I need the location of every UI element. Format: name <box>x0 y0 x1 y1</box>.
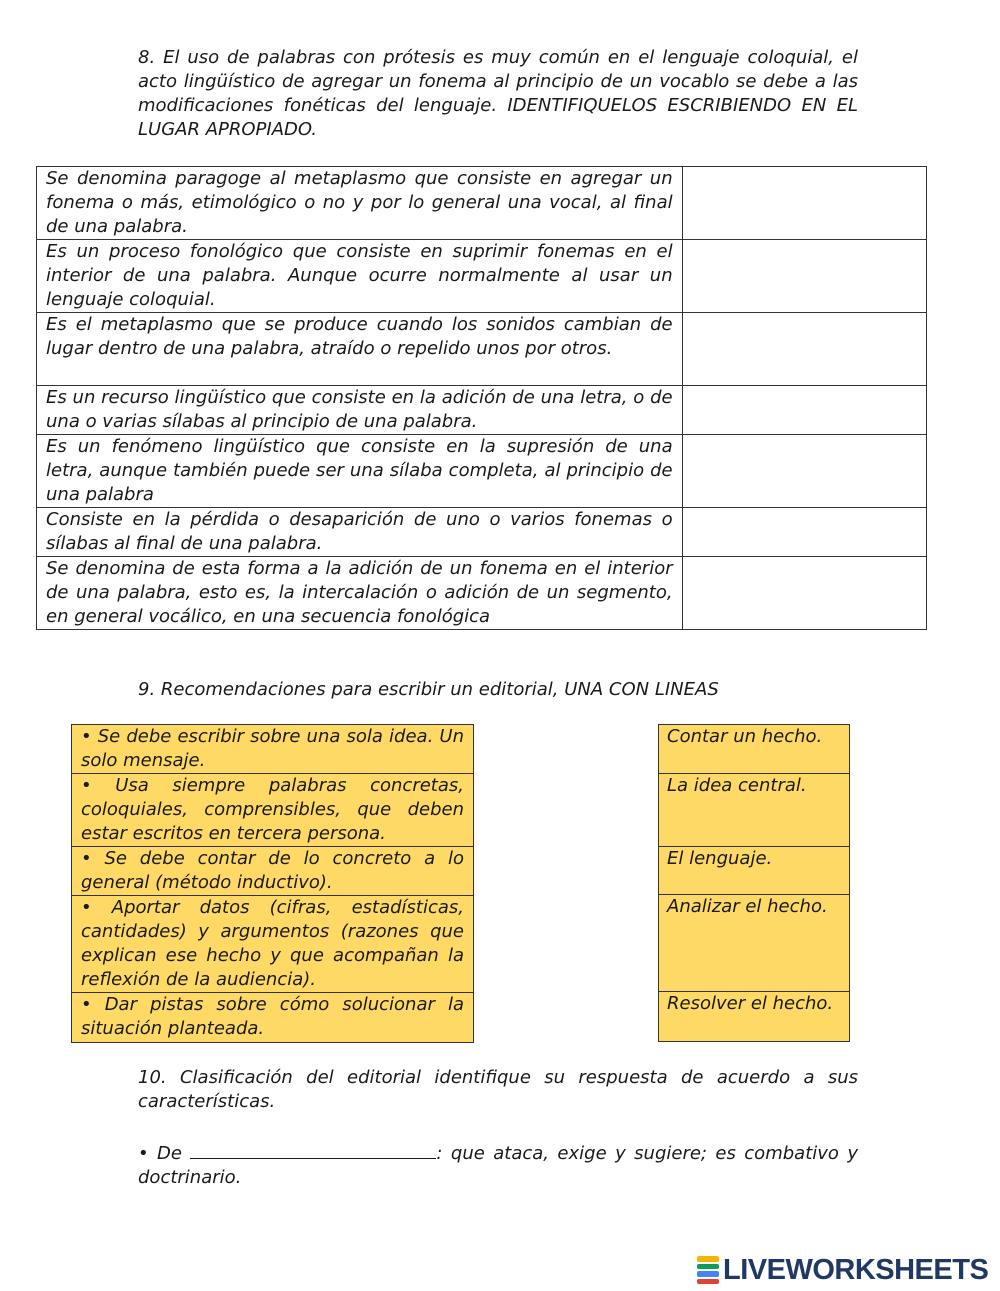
table-row <box>37 557 927 630</box>
answer-field[interactable] <box>682 313 926 386</box>
recommendation-item[interactable]: • Se debe escribir sobre una sola idea. Un solo mensaje. <box>72 725 474 774</box>
answer-field[interactable] <box>682 508 926 557</box>
logo-mark-icon <box>697 1256 719 1284</box>
table-row <box>37 313 927 386</box>
answer-field[interactable] <box>682 167 926 240</box>
question-10-item <box>138 1138 858 1190</box>
table-row <box>37 167 927 240</box>
concept-item[interactable]: Analizar el hecho. <box>659 895 850 992</box>
question-8-table <box>36 166 927 630</box>
recommendation-item[interactable]: • Aportar datos (cifras, estadísticas, cantidades) y argumentos (razones que explican ese hecho y que acompañan la reflexión de la audiencia). <box>72 896 474 993</box>
table-row <box>37 240 927 313</box>
question-9-title: 9. Recomendaciones para escribir un editorial, UNA CON LINEAS <box>138 679 719 700</box>
answer-field[interactable] <box>682 240 926 313</box>
fill-in-blank[interactable] <box>190 1138 436 1159</box>
logo-bar <box>697 1256 719 1262</box>
item-prefix: • De <box>138 1143 191 1164</box>
recommendation-item[interactable]: • Dar pistas sobre cómo solucionar la situación planteada. <box>72 993 474 1043</box>
recommendation-item[interactable]: • Se debe contar de lo concreto a lo general (método inductivo). <box>72 847 474 896</box>
logo-text: LIVEWORKSHEETS <box>723 1254 989 1286</box>
concepts-table <box>658 724 850 1042</box>
concept-item[interactable]: La idea central. <box>659 774 850 847</box>
recommendations-table <box>71 724 474 1043</box>
row-description: Es un proceso fonológico que consiste en suprimir fonemas en el interior de una palabra. Aunque ocurre normalmente al usar un lenguaje coloquial. <box>37 240 683 313</box>
row-description: Es un recurso lingüístico que consiste en la adición de una letra, o de una o varias sílabas al principio de una palabra. <box>37 386 683 435</box>
row-description: Se denomina de esta forma a la adición de un fonema en el interior de una palabra, esto es, la intercalación o adición de un segmento, en general vocálico, en una secuencia fonológica <box>37 557 683 630</box>
concept-item[interactable]: Resolver el hecho. <box>659 992 850 1042</box>
recommendation-item[interactable]: • Usa siempre palabras concretas, coloquiales, comprensibles, que deben estar escritos en tercera persona. <box>72 774 474 847</box>
answer-field[interactable] <box>682 435 926 508</box>
table-row <box>37 386 927 435</box>
row-description: Consiste en la pérdida o desaparición de uno o varios fonemas o sílabas al final de una palabra. <box>37 508 683 557</box>
question-10-title: 10. Clasificación del editorial identifique su respuesta de acuerdo a sus características. <box>138 1067 858 1112</box>
row-description: Es el metaplasmo que se produce cuando los sonidos cambian de lugar dentro de una palabra, atraído o repelido unos por otros. <box>37 313 683 386</box>
liveworksheets-logo <box>697 1253 993 1287</box>
question-8-intro: 8. El uso de palabras con prótesis es muy común en el lenguaje coloquial, el acto lingüístico de agregar un fonema al principio de un vocablo se debe a las modificaciones fonéticas del lenguaje. IDENTIFIQUELOS ESCRIBIENDO EN EL LUGAR APROPIADO. <box>138 47 858 140</box>
answer-field[interactable] <box>682 557 926 630</box>
concept-item[interactable]: El lenguaje. <box>659 847 850 895</box>
table-row <box>37 508 927 557</box>
concept-item[interactable]: Contar un hecho. <box>659 725 850 774</box>
logo-bar <box>697 1264 719 1270</box>
row-description: Es un fenómeno lingüístico que consiste en la supresión de una letra, aunque también puede ser una sílaba completa, al principio de una palabra <box>37 435 683 508</box>
row-description: Se denomina paragoge al metaplasmo que consiste en agregar un fonema o más, etimológico o no y por lo general una vocal, al final de una palabra. <box>37 167 683 240</box>
logo-bar <box>697 1271 719 1277</box>
table-row <box>37 435 927 508</box>
item-suffix: : que ataca, exige y sugiere; es combativo y doctrinario. <box>138 1143 858 1188</box>
logo-bar <box>697 1279 719 1285</box>
answer-field[interactable] <box>682 386 926 435</box>
